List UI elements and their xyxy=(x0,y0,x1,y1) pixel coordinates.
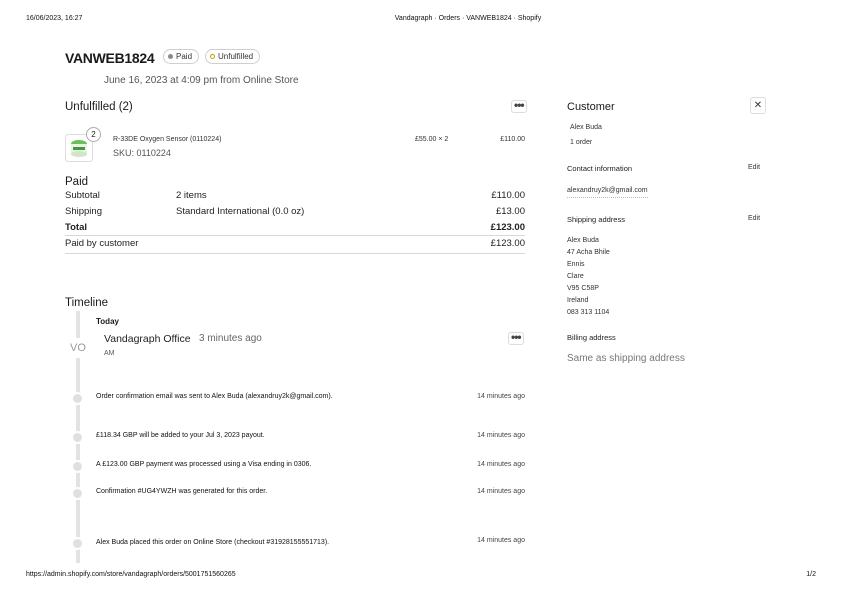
subtotal-detail: 2 items xyxy=(176,190,207,201)
payment-bottom-divider xyxy=(65,253,525,254)
customer-order-count[interactable]: 1 order xyxy=(570,139,593,146)
product-name-link[interactable]: R-33DE Oxygen Sensor (0110224) xyxy=(113,136,222,143)
print-url: https://admin.shopify.com/store/vandagraph/orders/5001751560265 xyxy=(26,571,236,578)
timeline-event-text: A £123.00 GBP payment was processed using a Visa ending in 0306. xyxy=(96,461,312,468)
customer-name-link[interactable]: Alex Buda xyxy=(570,124,602,131)
comment-more-icon[interactable]: ••• xyxy=(508,332,524,345)
timeline-event-text: Order confirmation email was sent to Alex Buda (alexandruy2k@gmail.com). xyxy=(96,393,333,400)
shipping-edit-link[interactable]: Edit xyxy=(748,215,761,222)
paid-badge-label: Paid xyxy=(176,52,193,61)
timeline-event-time: 14 minutes ago xyxy=(477,461,525,468)
unfulfilled-dot-icon xyxy=(210,54,215,59)
timeline-event-time: 14 minutes ago xyxy=(477,432,525,439)
timeline-event-time: 14 minutes ago xyxy=(477,488,525,495)
unfulfilled-badge-label: Unfulfilled xyxy=(218,52,254,61)
timeline-event-dot xyxy=(71,537,84,550)
customer-email-link[interactable]: alexandruy2k@gmail.com xyxy=(567,185,648,198)
order-title: VANWEB1824 xyxy=(65,50,155,66)
comment-time: 3 minutes ago xyxy=(199,333,262,344)
print-page-number: 1/2 xyxy=(806,571,816,578)
timeline-event-text: £118.34 GBP will be added to your Jul 3, 2023 payout. xyxy=(96,432,265,439)
shipping-address xyxy=(567,235,610,319)
subtotal-label: Subtotal xyxy=(65,190,100,201)
timeline-event-dot xyxy=(71,487,84,500)
paid-badge xyxy=(163,49,199,64)
print-datetime: 16/06/2023, 16:27 xyxy=(26,15,83,22)
order-date: June 16, 2023 at 4:09 pm from Online Store xyxy=(104,75,299,86)
address-line: Ennis xyxy=(567,261,585,268)
avatar: VO xyxy=(64,338,92,358)
timeline-event-time: 14 minutes ago xyxy=(477,393,525,400)
timeline-heading: Timeline xyxy=(65,297,109,309)
unfulfilled-badge xyxy=(205,49,260,64)
product-unit-price: £55.00 × 2 xyxy=(415,136,449,143)
billing-address-heading: Billing address xyxy=(567,333,616,342)
address-line: Alex Buda xyxy=(567,237,599,244)
unfulfilled-more-icon[interactable]: ••• xyxy=(511,100,527,113)
timeline-event-text: Confirmation #UG4YWZH was generated for this order. xyxy=(96,488,268,495)
comment-author: Vandagraph Office xyxy=(104,333,191,345)
address-phone: 083 313 1104 xyxy=(567,309,610,316)
customer-close-icon[interactable]: ✕ xyxy=(750,97,766,114)
address-line: 47 Acha Bhile xyxy=(567,249,610,256)
paid-by-customer-amount: £123.00 xyxy=(490,238,525,249)
unfulfilled-heading: Unfulfilled (2) xyxy=(65,101,133,113)
product-line-total: £110.00 xyxy=(500,136,525,143)
timeline-event-dot xyxy=(71,460,84,473)
payment-divider xyxy=(65,235,525,236)
shipping-label: Shipping xyxy=(65,206,102,217)
product-sku: SKU: 0110224 xyxy=(113,148,171,158)
paid-by-customer-label: Paid by customer xyxy=(65,238,139,249)
timeline-event-dot xyxy=(71,392,84,405)
customer-heading: Customer xyxy=(567,101,615,113)
address-line: V95 C58P xyxy=(567,285,599,292)
timeline-event-dot xyxy=(71,431,84,444)
subtotal-amount: £110.00 xyxy=(491,190,525,201)
shipping-address-heading: Shipping address xyxy=(567,215,625,224)
total-label: Total xyxy=(65,222,87,233)
timeline-event-time: 14 minutes ago xyxy=(477,537,525,544)
timeline-event-text: Alex Buda placed this order on Online Store (checkout #31928155551713). xyxy=(96,539,330,546)
shipping-amount: £13.00 xyxy=(495,206,525,217)
address-line: Clare xyxy=(567,273,584,280)
paid-dot-icon xyxy=(168,54,173,59)
billing-address-value: Same as shipping address xyxy=(567,353,685,364)
contact-heading: Contact information xyxy=(567,164,633,173)
payment-heading: Paid xyxy=(65,176,89,188)
address-line: Ireland xyxy=(567,297,589,304)
timeline-day: Today xyxy=(96,317,119,326)
total-amount: £123.00 xyxy=(490,222,525,233)
comment-subtext: AM xyxy=(104,350,115,357)
quantity-badge: 2 xyxy=(86,127,101,142)
shipping-detail: Standard International (0.0 oz) xyxy=(176,206,305,217)
print-title: Vandagraph · Orders · VANWEB1824 · Shopify xyxy=(394,15,542,22)
contact-edit-link[interactable]: Edit xyxy=(748,164,761,171)
